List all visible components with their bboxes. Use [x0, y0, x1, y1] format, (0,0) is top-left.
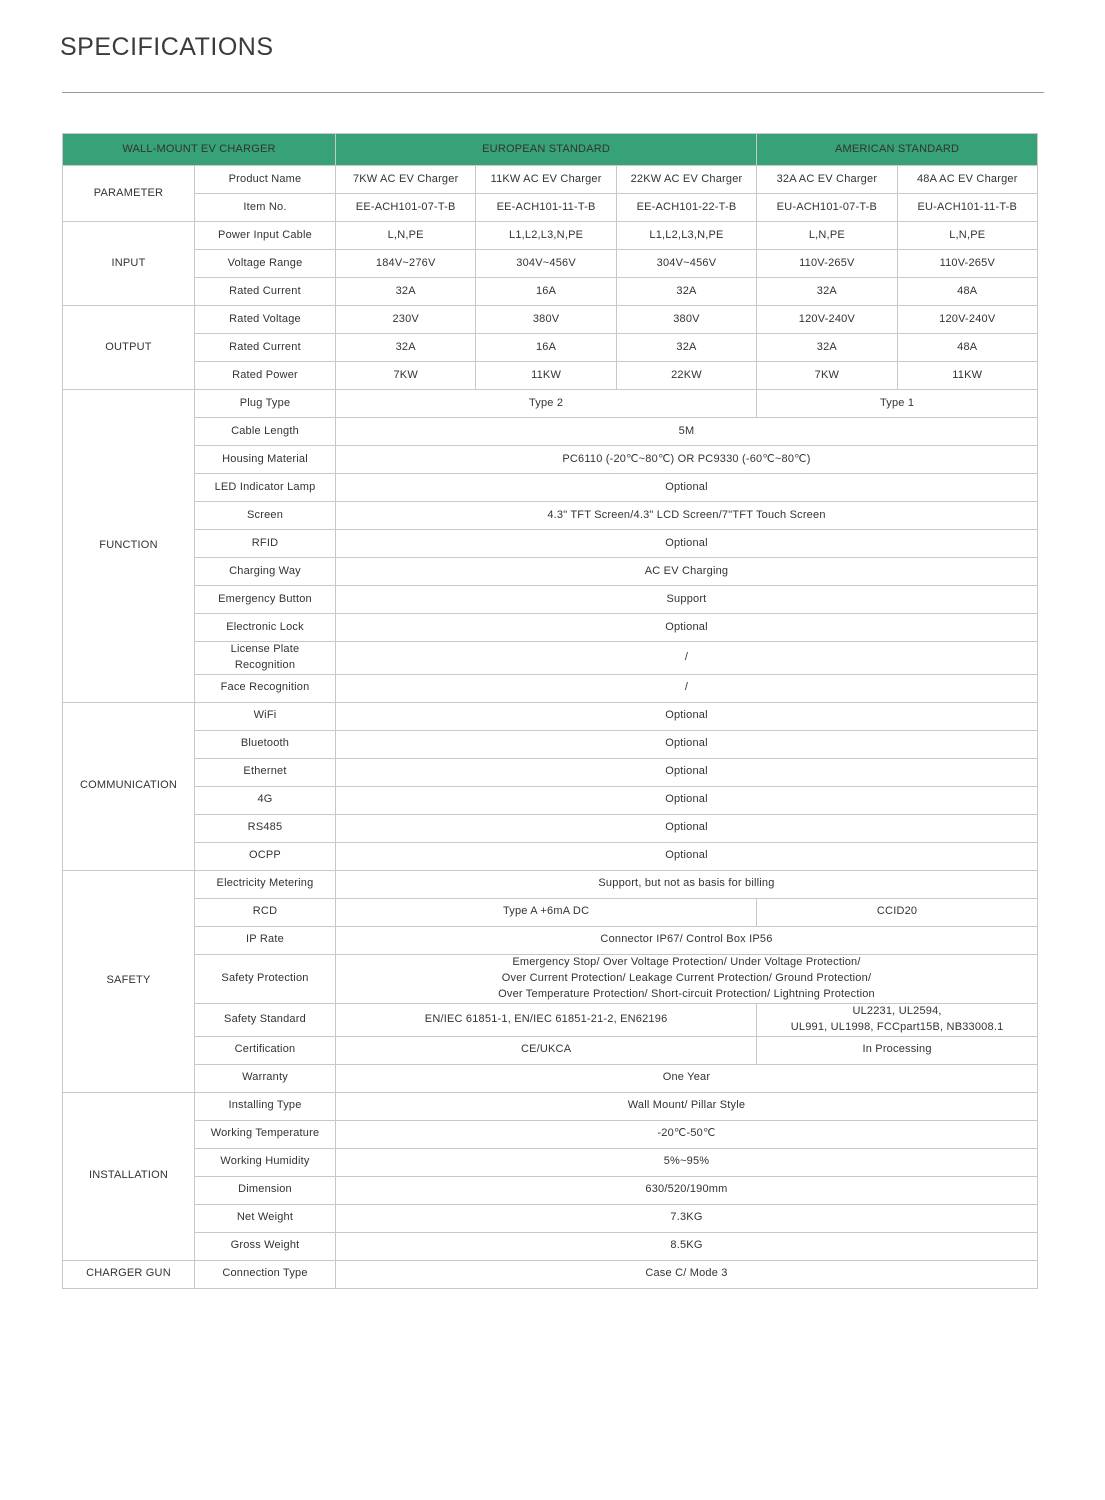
- cell-rcd-us: CCID20: [757, 898, 1038, 926]
- cell-net-weight: 7.3KG: [336, 1204, 1038, 1232]
- table-row: [63, 334, 1038, 362]
- table-row: [63, 786, 1038, 814]
- cell-rated-power-4: 7KW: [757, 362, 897, 390]
- cell-rated-power-5: 11KW: [897, 362, 1037, 390]
- cell-connection-type: Case C/ Mode 3: [336, 1260, 1038, 1288]
- cell-output-rated-current-3: 32A: [616, 334, 756, 362]
- row-label-housing-material: Housing Material: [195, 446, 336, 474]
- table-row: [63, 1003, 1038, 1036]
- table-row: [63, 166, 1038, 194]
- group-label-charger-gun: CHARGER GUN: [63, 1260, 195, 1288]
- safety-protection-line-2: Over Current Protection/ Leakage Current Protection/ Ground Protection/: [501, 971, 872, 984]
- table-row: [63, 530, 1038, 558]
- cell-power-input-cable-2: L1,L2,L3,N,PE: [476, 222, 616, 250]
- table-row: [63, 614, 1038, 642]
- cell-charging-way: AC EV Charging: [336, 558, 1038, 586]
- cell-item-no-3: EE-ACH101-22-T-B: [616, 194, 756, 222]
- cell-product-name-32a: 32A AC EV Charger: [757, 166, 897, 194]
- cell-product-name-22kw: 22KW AC EV Charger: [616, 166, 756, 194]
- row-label-safety-standard: Safety Standard: [195, 1003, 336, 1036]
- row-label-input-rated-current: Rated Current: [195, 278, 336, 306]
- title-divider: [62, 92, 1044, 93]
- table-row: [63, 1036, 1038, 1064]
- cell-screen: 4.3" TFT Screen/4.3" LCD Screen/7"TFT Touch Screen: [336, 502, 1038, 530]
- table-row: [63, 502, 1038, 530]
- cell-input-rated-current-3: 32A: [616, 278, 756, 306]
- cell-working-temperature: -20℃-50℃: [336, 1120, 1038, 1148]
- table-row: [63, 702, 1038, 730]
- cell-voltage-range-3: 304V~456V: [616, 250, 756, 278]
- table-row: [63, 194, 1038, 222]
- table-row: [63, 898, 1038, 926]
- cell-power-input-cable-1: L,N,PE: [336, 222, 476, 250]
- row-label-screen: Screen: [195, 502, 336, 530]
- header-cell-product: WALL-MOUNT EV CHARGER: [63, 134, 336, 166]
- cell-output-rated-current-4: 32A: [757, 334, 897, 362]
- page-title: SPECIFICATIONS: [60, 33, 274, 61]
- cell-bluetooth: Optional: [336, 730, 1038, 758]
- row-label-item-no: Item No.: [195, 194, 336, 222]
- cell-input-rated-current-1: 32A: [336, 278, 476, 306]
- group-label-parameter: PARAMETER: [63, 166, 195, 222]
- cell-input-rated-current-2: 16A: [476, 278, 616, 306]
- cell-rcd-eu: Type A +6mA DC: [336, 898, 757, 926]
- safety-protection-line-1: Emergency Stop/ Over Voltage Protection/ Under Voltage Protection/: [512, 955, 861, 968]
- table-row: [63, 674, 1038, 702]
- table-row: [63, 1232, 1038, 1260]
- row-label-face-recognition: Face Recognition: [195, 674, 336, 702]
- row-label-ip-rate: IP Rate: [195, 926, 336, 954]
- row-label-ethernet: Ethernet: [195, 758, 336, 786]
- group-label-safety: SAFETY: [63, 870, 195, 1092]
- table-row: [63, 954, 1038, 1003]
- cell-plug-type-eu: Type 2: [336, 390, 757, 418]
- row-label-certification: Certification: [195, 1036, 336, 1064]
- table-row: [63, 870, 1038, 898]
- row-label-4g: 4G: [195, 786, 336, 814]
- row-label-installing-type: Installing Type: [195, 1092, 336, 1120]
- table-row: [63, 1120, 1038, 1148]
- table-row: [63, 586, 1038, 614]
- row-label-license-plate-recognition: License Plate Recognition: [195, 642, 336, 675]
- cell-electronic-lock: Optional: [336, 614, 1038, 642]
- cell-ocpp: Optional: [336, 842, 1038, 870]
- table-row: [63, 362, 1038, 390]
- group-label-input: INPUT: [63, 222, 195, 306]
- cell-voltage-range-5: 110V-265V: [897, 250, 1037, 278]
- table-row: [63, 446, 1038, 474]
- cell-ip-rate: Connector IP67/ Control Box IP56: [336, 926, 1038, 954]
- cell-rated-voltage-3: 380V: [616, 306, 756, 334]
- cell-product-name-48a: 48A AC EV Charger: [897, 166, 1037, 194]
- cell-face-recognition: /: [336, 674, 1038, 702]
- cell-rated-voltage-5: 120V-240V: [897, 306, 1037, 334]
- row-label-bluetooth: Bluetooth: [195, 730, 336, 758]
- cell-rated-voltage-1: 230V: [336, 306, 476, 334]
- cell-product-name-11kw: 11KW AC EV Charger: [476, 166, 616, 194]
- cell-voltage-range-2: 304V~456V: [476, 250, 616, 278]
- table-row: [63, 926, 1038, 954]
- table-row: [63, 1092, 1038, 1120]
- cell-working-humidity: 5%~95%: [336, 1148, 1038, 1176]
- row-label-led-indicator-lamp: LED Indicator Lamp: [195, 474, 336, 502]
- cell-rated-power-1: 7KW: [336, 362, 476, 390]
- group-label-installation: INSTALLATION: [63, 1092, 195, 1260]
- row-label-net-weight: Net Weight: [195, 1204, 336, 1232]
- row-label-safety-protection: Safety Protection: [195, 954, 336, 1003]
- row-label-warranty: Warranty: [195, 1064, 336, 1092]
- row-label-output-rated-current: Rated Current: [195, 334, 336, 362]
- table-row: [63, 814, 1038, 842]
- cell-housing-material: PC6110 (-20℃~80℃) OR PC9330 (-60℃~80℃): [336, 446, 1038, 474]
- cell-rated-voltage-4: 120V-240V: [757, 306, 897, 334]
- cell-item-no-4: EU-ACH101-07-T-B: [757, 194, 897, 222]
- group-label-communication: COMMUNICATION: [63, 702, 195, 870]
- table-row: [63, 278, 1038, 306]
- safety-standard-us-line-1: UL2231, UL2594,: [852, 1004, 942, 1017]
- header-cell-american: AMERICAN STANDARD: [757, 134, 1038, 166]
- cell-led-indicator-lamp: Optional: [336, 474, 1038, 502]
- row-label-gross-weight: Gross Weight: [195, 1232, 336, 1260]
- cell-input-rated-current-4: 32A: [757, 278, 897, 306]
- cell-installing-type: Wall Mount/ Pillar Style: [336, 1092, 1038, 1120]
- table-row: [63, 250, 1038, 278]
- table-row: [63, 390, 1038, 418]
- specifications-table: [62, 133, 1038, 1289]
- table-row: [63, 842, 1038, 870]
- cell-item-no-2: EE-ACH101-11-T-B: [476, 194, 616, 222]
- cell-certification-us: In Processing: [757, 1036, 1038, 1064]
- cell-output-rated-current-1: 32A: [336, 334, 476, 362]
- cell-rated-power-2: 11KW: [476, 362, 616, 390]
- row-label-rs485: RS485: [195, 814, 336, 842]
- cell-dimension: 630/520/190mm: [336, 1176, 1038, 1204]
- cell-power-input-cable-4: L,N,PE: [757, 222, 897, 250]
- cell-cable-length: 5M: [336, 418, 1038, 446]
- table-row: [63, 306, 1038, 334]
- cell-warranty: One Year: [336, 1064, 1038, 1092]
- cell-voltage-range-4: 110V-265V: [757, 250, 897, 278]
- cell-safety-standard-eu: EN/IEC 61851-1, EN/IEC 61851-21-2, EN62196: [336, 1003, 757, 1036]
- cell-output-rated-current-5: 48A: [897, 334, 1037, 362]
- row-label-working-temperature: Working Temperature: [195, 1120, 336, 1148]
- row-label-rcd: RCD: [195, 898, 336, 926]
- row-label-rated-voltage: Rated Voltage: [195, 306, 336, 334]
- table-row: [63, 418, 1038, 446]
- cell-wifi: Optional: [336, 702, 1038, 730]
- table-row: [63, 758, 1038, 786]
- table-row: [63, 474, 1038, 502]
- row-label-dimension: Dimension: [195, 1176, 336, 1204]
- table-row: [63, 1064, 1038, 1092]
- cell-product-name-7kw: 7KW AC EV Charger: [336, 166, 476, 194]
- row-label-working-humidity: Working Humidity: [195, 1148, 336, 1176]
- cell-emergency-button: Support: [336, 586, 1038, 614]
- cell-item-no-1: EE-ACH101-07-T-B: [336, 194, 476, 222]
- cell-4g: Optional: [336, 786, 1038, 814]
- cell-rated-voltage-2: 380V: [476, 306, 616, 334]
- row-label-rated-power: Rated Power: [195, 362, 336, 390]
- cell-safety-standard-us: [757, 1003, 1038, 1036]
- cell-rated-power-3: 22KW: [616, 362, 756, 390]
- specifications-table-wrapper: [62, 133, 1037, 1289]
- row-label-cable-length: Cable Length: [195, 418, 336, 446]
- table-row: [63, 222, 1038, 250]
- cell-ethernet: Optional: [336, 758, 1038, 786]
- cell-rfid: Optional: [336, 530, 1038, 558]
- table-header-row: [63, 134, 1038, 166]
- row-label-electronic-lock: Electronic Lock: [195, 614, 336, 642]
- group-label-output: OUTPUT: [63, 306, 195, 390]
- table-row: [63, 558, 1038, 586]
- table-row: [63, 1148, 1038, 1176]
- cell-output-rated-current-2: 16A: [476, 334, 616, 362]
- row-label-plug-type: Plug Type: [195, 390, 336, 418]
- cell-power-input-cable-3: L1,L2,L3,N,PE: [616, 222, 756, 250]
- table-row: [63, 642, 1038, 675]
- table-row: [63, 1176, 1038, 1204]
- row-label-ocpp: OCPP: [195, 842, 336, 870]
- cell-input-rated-current-5: 48A: [897, 278, 1037, 306]
- cell-item-no-5: EU-ACH101-11-T-B: [897, 194, 1037, 222]
- safety-protection-line-3: Over Temperature Protection/ Short-circuit Protection/ Lightning Protection: [498, 987, 875, 1000]
- cell-power-input-cable-5: L,N,PE: [897, 222, 1037, 250]
- row-label-connection-type: Connection Type: [195, 1260, 336, 1288]
- group-label-function: FUNCTION: [63, 390, 195, 703]
- row-label-charging-way: Charging Way: [195, 558, 336, 586]
- cell-voltage-range-1: 184V~276V: [336, 250, 476, 278]
- table-row: [63, 1204, 1038, 1232]
- row-label-emergency-button: Emergency Button: [195, 586, 336, 614]
- cell-gross-weight: 8.5KG: [336, 1232, 1038, 1260]
- row-label-voltage-range: Voltage Range: [195, 250, 336, 278]
- cell-license-plate-recognition: /: [336, 642, 1038, 675]
- row-label-wifi: WiFi: [195, 702, 336, 730]
- cell-plug-type-us: Type 1: [757, 390, 1038, 418]
- cell-certification-eu: CE/UKCA: [336, 1036, 757, 1064]
- safety-standard-us-line-2: UL991, UL1998, FCCpart15B, NB33008.1: [790, 1020, 1004, 1033]
- cell-rs485: Optional: [336, 814, 1038, 842]
- table-row: [63, 1260, 1038, 1288]
- row-label-power-input-cable: Power Input Cable: [195, 222, 336, 250]
- row-label-electricity-metering: Electricity Metering: [195, 870, 336, 898]
- row-label-rfid: RFID: [195, 530, 336, 558]
- row-label-product-name: Product Name: [195, 166, 336, 194]
- cell-safety-protection: [336, 954, 1038, 1003]
- cell-electricity-metering: Support, but not as basis for billing: [336, 870, 1038, 898]
- table-row: [63, 730, 1038, 758]
- header-cell-european: EUROPEAN STANDARD: [336, 134, 757, 166]
